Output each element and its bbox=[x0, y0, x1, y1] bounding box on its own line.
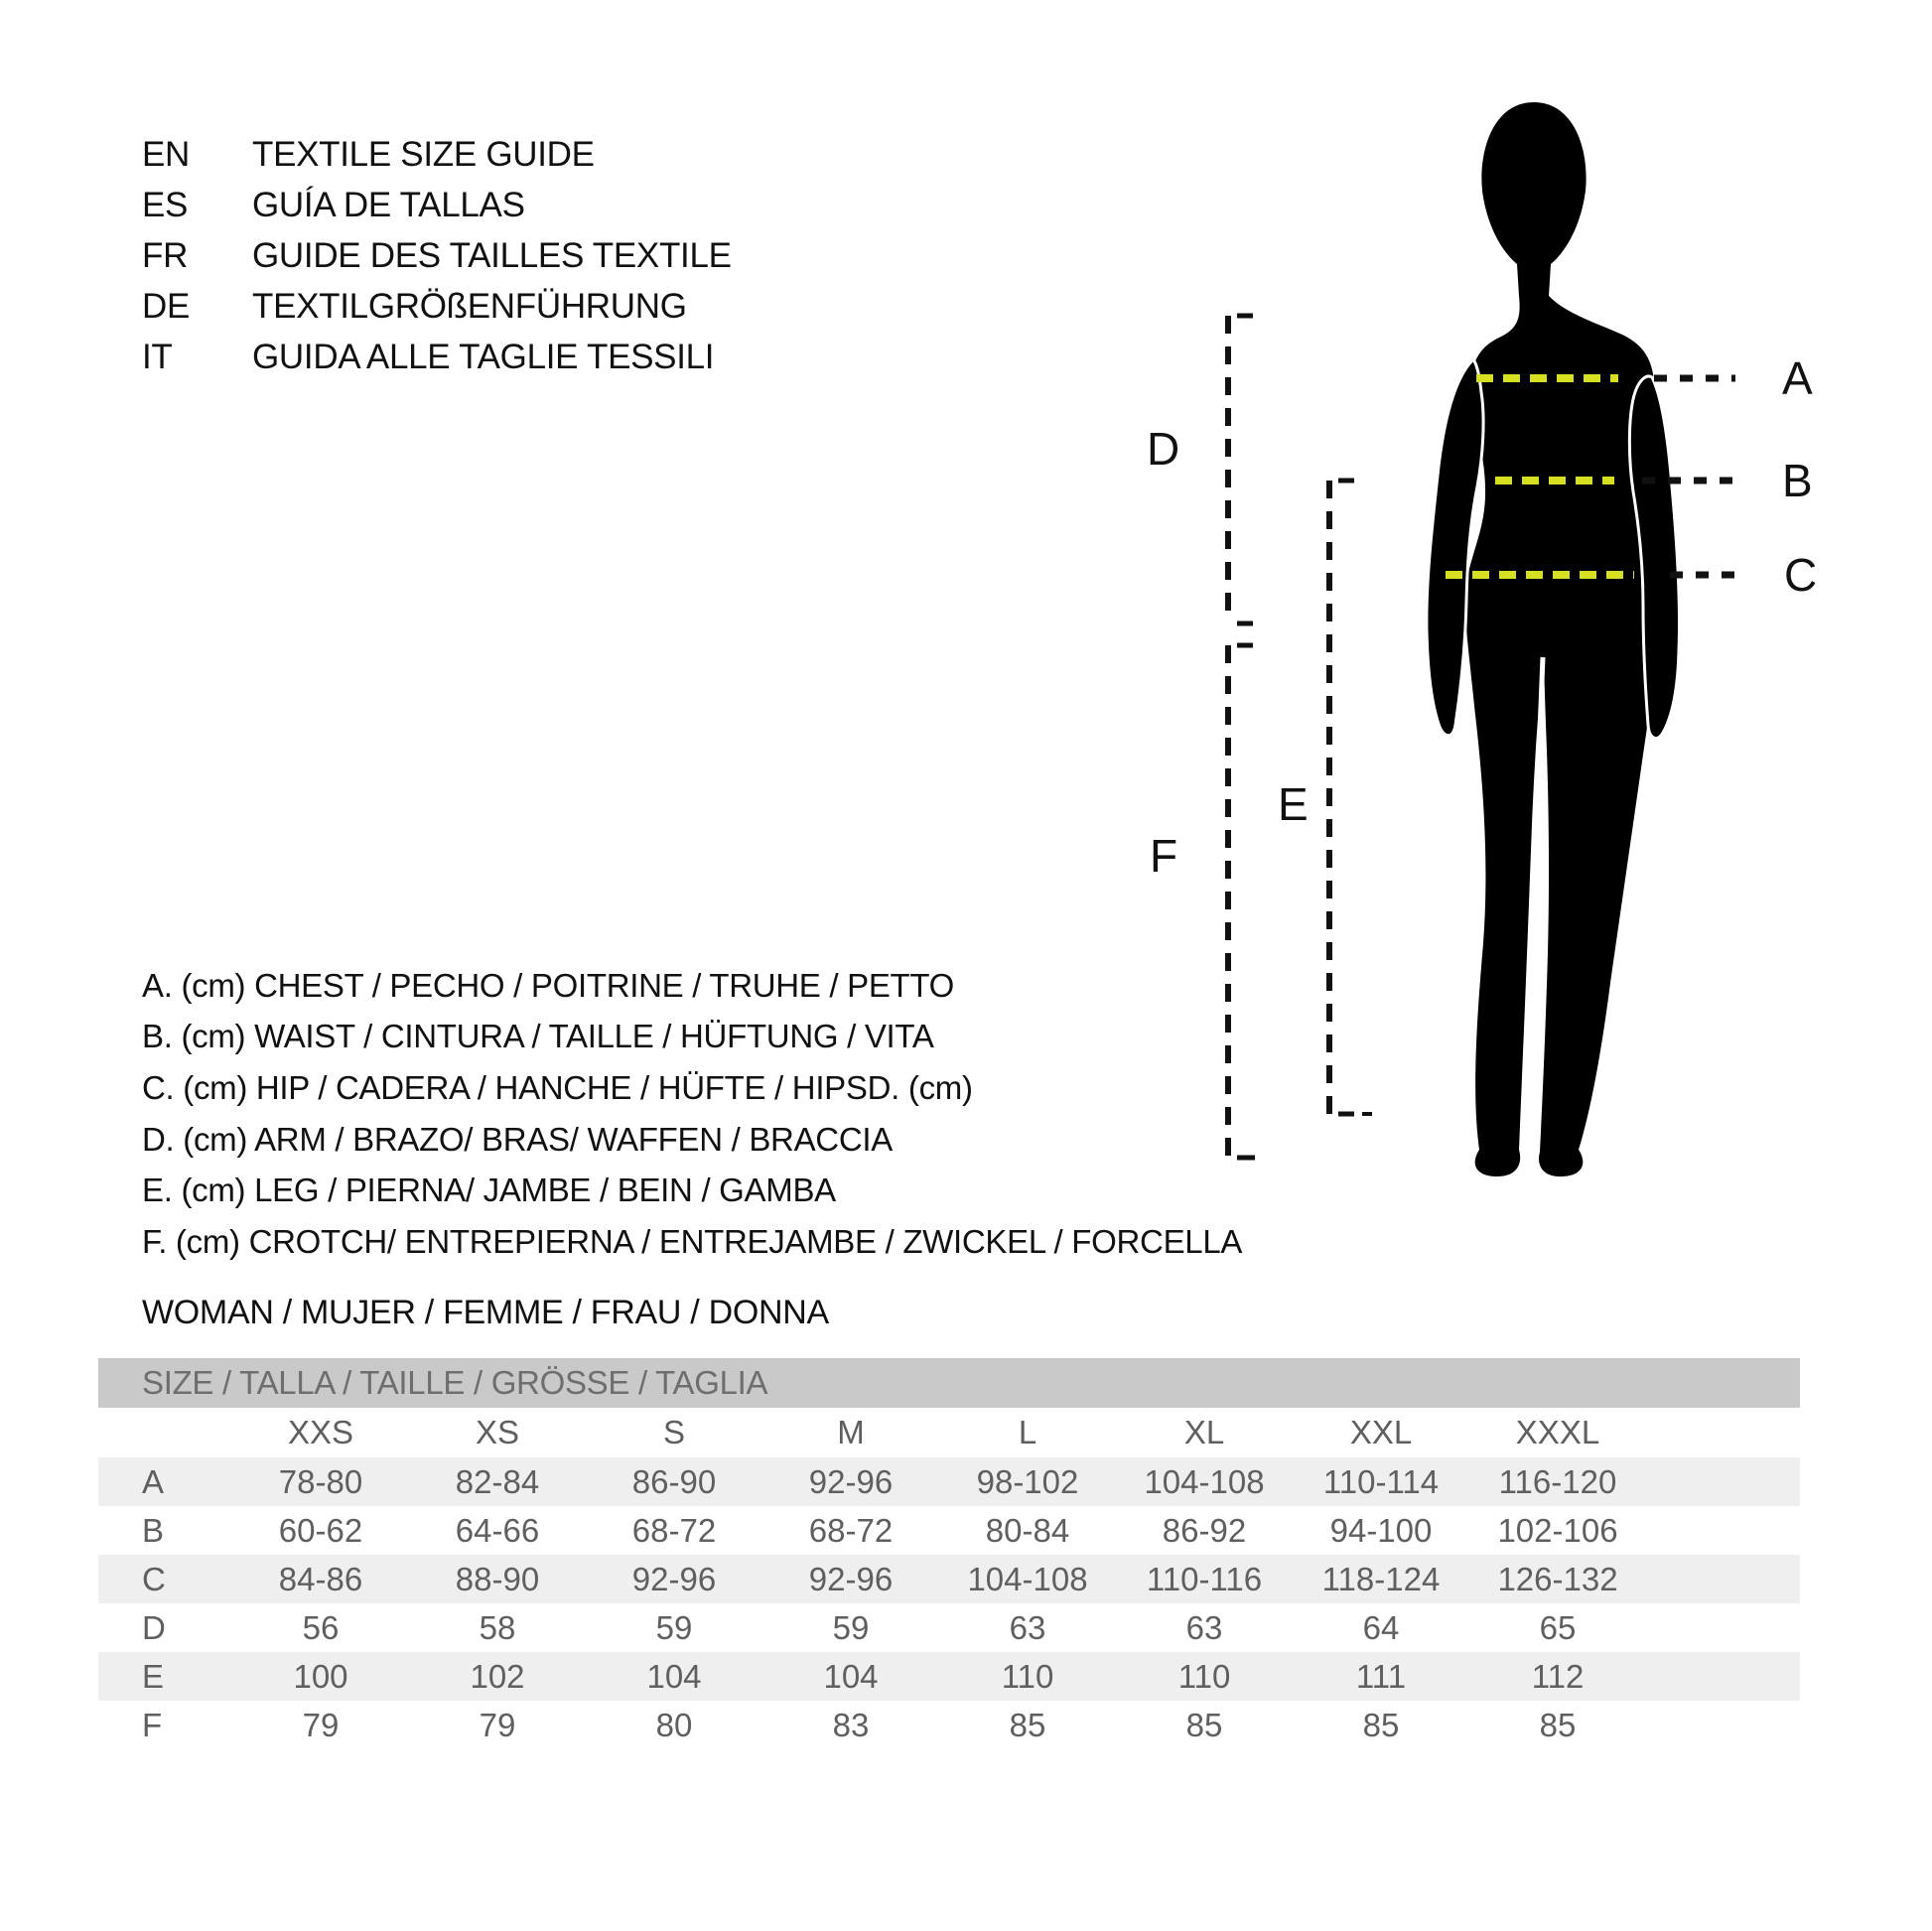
guide-title: TEXTILE SIZE GUIDE bbox=[252, 134, 595, 174]
column-header: M bbox=[837, 1414, 865, 1450]
table-cell: 59 bbox=[832, 1608, 870, 1646]
row-label: F bbox=[142, 1706, 163, 1743]
legend-item-chest: A. (cm) CHEST / PECHO / POITRINE / TRUHE / PETTO bbox=[142, 966, 955, 1004]
table-row-leg bbox=[98, 1652, 1800, 1701]
table-cell: 102 bbox=[470, 1657, 525, 1695]
guide-title: TEXTILGRÖßENFÜHRUNG bbox=[252, 286, 687, 326]
table-cell: 110-116 bbox=[1146, 1560, 1263, 1597]
column-header: XL bbox=[1183, 1414, 1225, 1450]
language-code: EN bbox=[142, 134, 191, 174]
language-code: DE bbox=[142, 286, 191, 326]
table-cell: 85 bbox=[1362, 1706, 1400, 1743]
column-header: S bbox=[662, 1414, 685, 1450]
guide-title: GUIDA ALLE TAGLIE TESSILI bbox=[252, 337, 715, 376]
table-cell: 111 bbox=[1355, 1657, 1407, 1695]
table-row-chest bbox=[98, 1457, 1800, 1506]
table-cell: 82-84 bbox=[455, 1462, 540, 1500]
table-cell: 92-96 bbox=[808, 1560, 894, 1597]
guide-title: GUIDE DES TAILLES TEXTILE bbox=[252, 235, 732, 275]
hip-marker-label: C bbox=[1784, 549, 1818, 601]
table-row-crotch bbox=[98, 1701, 1800, 1749]
table-cell: 64 bbox=[1362, 1608, 1400, 1646]
table-cell: 63 bbox=[1009, 1608, 1046, 1646]
table-cell: 100 bbox=[293, 1657, 348, 1695]
column-header: XXL bbox=[1349, 1414, 1413, 1450]
table-cell: 80 bbox=[655, 1706, 693, 1743]
table-cell: 104 bbox=[823, 1657, 879, 1695]
table-cell: 94-100 bbox=[1329, 1511, 1433, 1549]
table-cell: 79 bbox=[302, 1706, 340, 1743]
language-code: ES bbox=[142, 185, 189, 224]
crotch-marker-label: F bbox=[1150, 830, 1178, 882]
table-cell: 118-124 bbox=[1321, 1560, 1441, 1597]
table-cell: 104-108 bbox=[967, 1560, 1088, 1597]
table-cell: 65 bbox=[1539, 1608, 1577, 1646]
table-cell: 78-80 bbox=[278, 1462, 363, 1500]
legend-item-arm: D. (cm) ARM / BRAZO/ BRAS/ WAFFEN / BRACCIA bbox=[142, 1120, 893, 1158]
chest-marker-label: A bbox=[1782, 352, 1813, 404]
size-table-header-bar: SIZE / TALLA / TAILLE / GRÖSSE / TAGLIA bbox=[98, 1358, 1800, 1408]
table-cell: 116-120 bbox=[1498, 1462, 1617, 1500]
table-cell: 86-90 bbox=[631, 1462, 717, 1500]
column-header: XS bbox=[475, 1414, 520, 1450]
row-label: C bbox=[142, 1560, 166, 1597]
table-cell: 92-96 bbox=[631, 1560, 717, 1597]
table-row-hip bbox=[98, 1555, 1800, 1603]
table-cell: 84-86 bbox=[278, 1560, 363, 1597]
table-row-arm bbox=[98, 1603, 1800, 1652]
guide-title: GUÍA DE TALLAS bbox=[252, 185, 525, 224]
row-label: A bbox=[142, 1462, 165, 1500]
column-header: XXXL bbox=[1515, 1414, 1600, 1450]
table-cell: 80-84 bbox=[985, 1511, 1070, 1549]
leg-marker-label: E bbox=[1278, 778, 1309, 830]
table-cell: 68-72 bbox=[631, 1511, 717, 1549]
table-cell: 104 bbox=[646, 1657, 702, 1695]
arm-marker-label: D bbox=[1147, 423, 1180, 475]
table-cell: 104-108 bbox=[1144, 1462, 1265, 1500]
table-cell: 64-66 bbox=[455, 1511, 540, 1549]
table-cell: 98-102 bbox=[976, 1462, 1079, 1500]
table-cell: 126-132 bbox=[1497, 1560, 1618, 1597]
table-cell: 92-96 bbox=[808, 1462, 894, 1500]
table-row-waist bbox=[98, 1506, 1800, 1555]
table-cell: 56 bbox=[302, 1608, 340, 1646]
language-code: FR bbox=[142, 235, 189, 275]
waist-marker-label: B bbox=[1782, 455, 1813, 506]
table-cell: 110 bbox=[1177, 1657, 1231, 1695]
table-cell: 88-90 bbox=[455, 1560, 540, 1597]
table-cell: 85 bbox=[1539, 1706, 1577, 1743]
table-cell: 58 bbox=[479, 1608, 516, 1646]
woman-silhouette bbox=[1465, 102, 1659, 1176]
table-cell: 85 bbox=[1009, 1706, 1046, 1743]
table-cell: 110-114 bbox=[1322, 1462, 1440, 1500]
legend-item-hip: C. (cm) HIP / CADERA / HANCHE / HÜFTE / HIPSD. (cm) bbox=[142, 1068, 973, 1106]
language-code: IT bbox=[142, 337, 173, 376]
row-label: D bbox=[142, 1608, 166, 1646]
table-cell: 102-106 bbox=[1497, 1511, 1618, 1549]
row-label: E bbox=[142, 1657, 165, 1695]
table-cell: 112 bbox=[1531, 1657, 1585, 1695]
size-table bbox=[98, 1358, 1800, 1749]
size-table-column-header-row bbox=[98, 1408, 1800, 1457]
table-cell: 85 bbox=[1185, 1706, 1223, 1743]
table-cell: 63 bbox=[1185, 1608, 1223, 1646]
audience-line: WOMAN / MUJER / FEMME / FRAU / DONNA bbox=[142, 1294, 829, 1331]
legend-item-waist: B. (cm) WAIST / CINTURA / TAILLE / HÜFTUNG / VITA bbox=[142, 1018, 934, 1055]
table-cell: 68-72 bbox=[808, 1511, 894, 1549]
column-header: L bbox=[1018, 1414, 1037, 1450]
table-cell: 60-62 bbox=[278, 1511, 363, 1549]
table-cell: 59 bbox=[655, 1608, 693, 1646]
legend-item-crotch: F. (cm) CROTCH/ ENTREPIERNA / ENTREJAMBE / ZWICKEL / FORCELLA bbox=[142, 1222, 1243, 1260]
measurement-legend bbox=[142, 960, 1242, 1268]
table-cell: 86-92 bbox=[1162, 1511, 1247, 1549]
table-cell: 79 bbox=[479, 1706, 516, 1743]
table-cell: 110 bbox=[1001, 1657, 1054, 1695]
table-cell: 83 bbox=[832, 1706, 870, 1743]
column-header: XXS bbox=[287, 1414, 354, 1450]
legend-item-leg: E. (cm) LEG / PIERNA/ JAMBE / BEIN / GAMBA bbox=[142, 1172, 836, 1209]
row-label: B bbox=[142, 1511, 165, 1549]
